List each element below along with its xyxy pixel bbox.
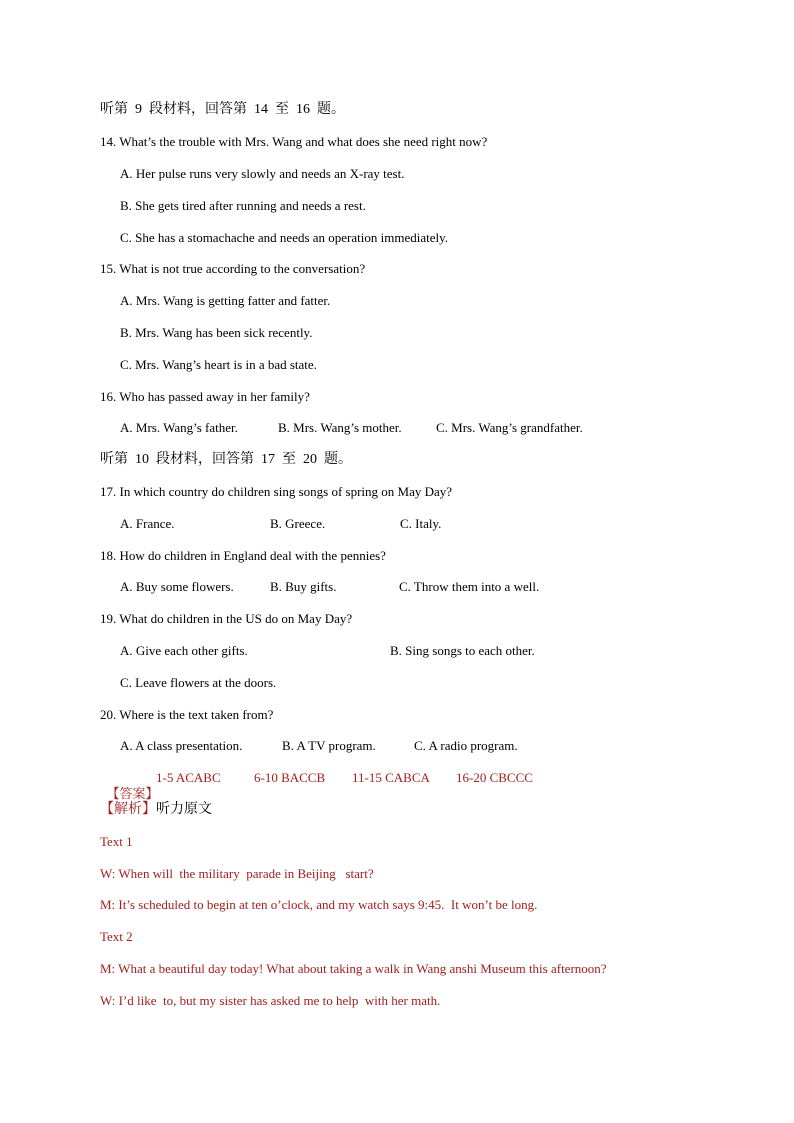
q19-option-b: B. Sing songs to each other. — [390, 643, 535, 658]
analysis-heading — [100, 802, 212, 818]
q18-option-a: A. Buy some flowers. — [120, 579, 234, 594]
q17-option-a: A. France. — [120, 516, 175, 531]
text-1-heading: Text 1 — [100, 834, 133, 849]
q17-option-c: C. Italy. — [400, 516, 442, 531]
q19-option-a: A. Give each other gifts. — [120, 643, 248, 658]
section-10-heading: 听第 10 段材料，回答第 17 至 20 题。 — [100, 452, 352, 467]
q15-option-b: B. Mrs. Wang has been sick recently. — [120, 325, 313, 340]
text-2-line-1: M: What a beautiful day today! What about taking a walk in Wang anshi Museum this afternoon? — [100, 961, 607, 976]
q20-option-c: C. A radio program. — [414, 738, 518, 753]
analysis-label: 【解析】 — [100, 802, 156, 817]
question-15: 15. What is not true according to the conversation? — [100, 261, 366, 276]
text-2-heading: Text 2 — [100, 929, 133, 944]
q19-option-c: C. Leave flowers at the doors. — [120, 675, 277, 690]
question-14: 14. What’s the trouble with Mrs. Wang and what does she need right now? — [100, 134, 488, 149]
question-20: 20. Where is the text taken from? — [100, 707, 274, 722]
question-19: 19. What do children in the US do on May Day? — [100, 611, 353, 626]
question-16: 16. Who has passed away in her family? — [100, 389, 310, 404]
q20-option-a: A. A class presentation. — [120, 738, 243, 753]
q16-option-c: C. Mrs. Wang’s grandfather. — [436, 420, 583, 435]
q18-option-b: B. Buy gifts. — [270, 579, 337, 594]
answer-key — [100, 770, 159, 802]
answer-group-4: 16-20 CBCCC — [456, 770, 533, 785]
answer-group-3: 11-15 CABCA — [352, 770, 430, 785]
answer-group-2: 6-10 BACCB — [254, 770, 326, 785]
q16-option-a: A. Mrs. Wang’s father. — [120, 420, 238, 435]
question-18: 18. How do children in England deal with the pennies? — [100, 548, 386, 563]
analysis-title: 听力原文 — [156, 802, 212, 817]
text-2-line-2: W: I’d like to, but my sister has asked me to help with her math. — [100, 993, 441, 1008]
q18-option-c: C. Throw them into a well. — [399, 579, 540, 594]
answer-label: 【答案】 — [106, 786, 159, 801]
q15-option-c: C. Mrs. Wang’s heart is in a bad state. — [120, 357, 317, 372]
question-17: 17. In which country do children sing songs of spring on May Day? — [100, 484, 453, 499]
section-9-heading: 听第 9 段材料，回答第 14 至 16 题。 — [100, 102, 345, 117]
q16-option-b: B. Mrs. Wang’s mother. — [278, 420, 402, 435]
q14-option-b: B. She gets tired after running and needs a rest. — [120, 198, 366, 213]
q17-option-b: B. Greece. — [270, 516, 326, 531]
q15-option-a: A. Mrs. Wang is getting fatter and fatter. — [120, 293, 331, 308]
text-1-line-2: M: It’s scheduled to begin at ten o’clock, and my watch says 9:45. It won’t be long. — [100, 897, 538, 912]
q14-option-a: A. Her pulse runs very slowly and needs an X-ray test. — [120, 166, 405, 181]
text-1-line-1: W: When will the military parade in Beijing start? — [100, 866, 374, 881]
answer-group-1: 1-5 ACABC — [156, 770, 221, 785]
q20-option-b: B. A TV program. — [282, 738, 376, 753]
q14-option-c: C. She has a stomachache and needs an operation immediately. — [120, 230, 449, 245]
